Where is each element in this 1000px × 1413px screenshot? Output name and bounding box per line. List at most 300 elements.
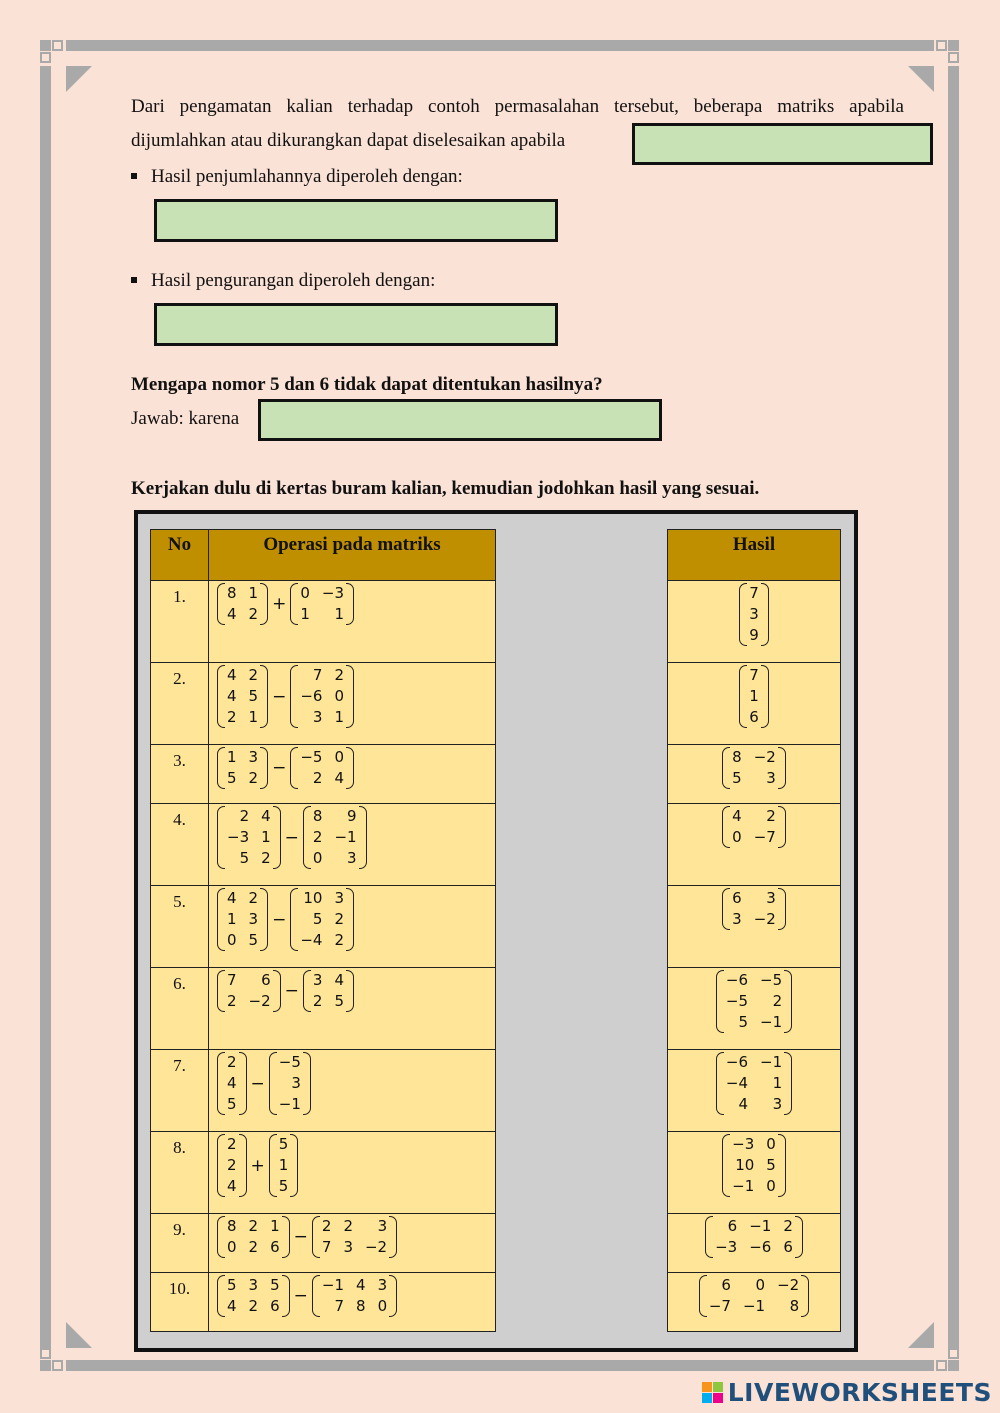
matrix-entry: 6 (270, 1297, 280, 1315)
matrix-entry: −3 (715, 1238, 738, 1256)
bracket-right (801, 1275, 809, 1317)
operation-row (151, 663, 496, 745)
operator: − (250, 1073, 265, 1094)
row-number: 10. (151, 1273, 209, 1332)
bracket-right (303, 1052, 311, 1115)
matrix (217, 747, 268, 789)
bullet-marker (131, 277, 137, 283)
bracket-right (282, 1216, 290, 1258)
bracket-left (290, 665, 298, 728)
instruction-text: Kerjakan dulu di kertas buram kalian, kemudian jodohkan hasil yang sesuai. (131, 478, 760, 499)
matrix-entry: 4 (227, 666, 237, 684)
operator: − (284, 981, 299, 1001)
bracket-left (290, 583, 298, 625)
matrix-entry: 2 (227, 1053, 237, 1071)
matrix-entry: −7 (753, 828, 776, 846)
matrix-entry: 10 (303, 889, 323, 907)
matrix-entry: 9 (749, 626, 759, 644)
intro-line-2: dijumlahkan atau dikurangkan dapat diselesaikan apabila (131, 130, 566, 151)
matrix-entry: 5 (239, 849, 250, 867)
matrix-entry: 2 (227, 1135, 237, 1153)
matrix (217, 1052, 247, 1115)
operation-cell[interactable] (209, 663, 496, 745)
matrix-entry: −1 (334, 828, 357, 846)
operation-cell[interactable] (209, 886, 496, 968)
matrix-entry: 3 (377, 1217, 388, 1235)
operation-row (151, 745, 496, 804)
matrix-entry: 2 (321, 1217, 332, 1235)
matrix-entry: −3 (321, 584, 345, 602)
bracket-right (346, 747, 354, 789)
matrix-entry: −1 (278, 1095, 301, 1113)
matrix-entry: 0 (227, 1238, 237, 1256)
result-cell[interactable] (668, 804, 841, 886)
matrix-entry: 4 (227, 889, 237, 907)
matrix (269, 1134, 299, 1197)
bracket-right (778, 888, 786, 930)
bracket-right (346, 583, 354, 625)
matrix-entry: −2 (753, 910, 776, 928)
bracket-left (722, 806, 730, 848)
bracket-left (217, 1216, 225, 1258)
matrix-entry: 2 (334, 910, 345, 928)
matrix-entry: −1 (742, 1297, 766, 1315)
result-cell[interactable] (668, 886, 841, 968)
bracket-left (739, 665, 747, 728)
operation-row (151, 581, 496, 663)
matrix-entry: 4 (356, 1276, 366, 1294)
bracket-right (778, 806, 786, 848)
result-row (668, 1273, 841, 1332)
matrix-entry: 2 (334, 931, 345, 949)
bracket-right (761, 583, 769, 646)
matrix (217, 806, 281, 869)
matrix-entry: 7 (334, 1297, 345, 1315)
operation-cell[interactable] (209, 581, 496, 663)
matrix-entry: 1 (334, 708, 345, 726)
matrix-entry: 6 (261, 971, 271, 989)
bracket-right (282, 1275, 290, 1317)
matrix-entry: −1 (321, 1276, 345, 1294)
triangle-ornament (908, 66, 934, 92)
matrix-entry: 2 (239, 807, 250, 825)
operator: − (272, 909, 287, 930)
matrix-entry: 2 (334, 666, 345, 684)
matrix-entry: −4 (725, 1074, 748, 1092)
matrix (716, 970, 792, 1033)
matrix-entry: 1 (772, 1074, 783, 1092)
bracket-left (699, 1275, 707, 1317)
bracket-left (290, 888, 298, 951)
result-row (668, 1214, 841, 1273)
matrix-entry: 5 (278, 1135, 289, 1153)
matrix-entry: 7 (749, 666, 759, 684)
matrix-entry: 9 (347, 807, 357, 825)
operation-cell[interactable] (209, 745, 496, 804)
matrix (217, 1134, 247, 1197)
bracket-right (290, 1134, 298, 1197)
matrix-entry: 1 (749, 687, 759, 705)
triangle-ornament (908, 1322, 934, 1348)
operator: − (272, 686, 287, 707)
matrix (217, 888, 268, 951)
bracket-left (303, 970, 311, 1012)
matrix-entry: 1 (300, 605, 310, 623)
matrix-entry: 5 (270, 1276, 280, 1294)
matrix-entry: 3 (343, 1238, 353, 1256)
matrix (217, 583, 268, 625)
matrix-entry: 6 (732, 889, 742, 907)
matrix-entry: 6 (721, 1276, 731, 1294)
matrix-entry: 0 (227, 931, 237, 949)
result-row (668, 1132, 841, 1214)
matrix-entry: 6 (270, 1238, 280, 1256)
matrix-entry: 2 (227, 1156, 237, 1174)
matrix-entry: 2 (248, 605, 259, 623)
matrix-entry: 2 (783, 1217, 793, 1235)
bracket-left (312, 1216, 320, 1258)
row-number: 1. (151, 581, 209, 663)
matrix-entry: 0 (766, 1135, 776, 1153)
matrix-entry: −2 (364, 1238, 388, 1256)
matrix-entry: 7 (749, 584, 759, 602)
bracket-right (784, 970, 792, 1033)
result-cell[interactable] (668, 1050, 841, 1132)
matrix-entry: 3 (347, 849, 357, 867)
operator: + (250, 1155, 265, 1176)
matrix-entry: 2 (312, 769, 323, 787)
matrix-entry: 8 (789, 1297, 800, 1315)
operator: − (272, 758, 287, 778)
operation-cell[interactable] (209, 1050, 496, 1132)
bracket-left (716, 1052, 724, 1115)
operation-row (151, 968, 496, 1050)
matrix-entry: 4 (227, 687, 237, 705)
matrix-entry: 3 (377, 1276, 388, 1294)
bullet-addition-text: Hasil penjumlahannya diperoleh dengan: (151, 166, 463, 187)
matrix-entry: 0 (732, 828, 742, 846)
row-number: 2. (151, 663, 209, 745)
matrix-entry: −6 (749, 1238, 772, 1256)
matrix-entry: 2 (261, 849, 271, 867)
matrix-entry: 0 (334, 748, 345, 766)
result-cell[interactable] (668, 745, 841, 804)
bracket-right (260, 665, 268, 728)
matrix-entry: −4 (300, 931, 323, 949)
bullet-subtraction (131, 270, 435, 292)
brand-logo-icon (702, 1382, 724, 1404)
matrix-entry: 2 (227, 708, 237, 726)
result-row (668, 886, 841, 968)
matrix-entry: 6 (749, 708, 759, 726)
matrix-entry: 7 (227, 971, 237, 989)
result-row (668, 804, 841, 886)
matrix (290, 888, 354, 951)
matrix-entry: −5 (278, 1053, 301, 1071)
matrix-entry: 3 (248, 748, 259, 766)
matrix (722, 806, 786, 848)
result-row (668, 745, 841, 804)
matrix (217, 665, 268, 728)
operation-cell[interactable] (209, 968, 496, 1050)
matrix-entry: 8 (227, 1217, 237, 1235)
bracket-right (273, 970, 281, 1012)
result-cell[interactable] (668, 1132, 841, 1214)
matrix (303, 806, 367, 869)
bracket-left (716, 970, 724, 1033)
triangle-ornament (66, 1322, 92, 1348)
matrix-entry: −1 (760, 1053, 783, 1071)
bracket-left (290, 747, 298, 789)
matrix-entry: 5 (278, 1177, 289, 1195)
matrix (739, 583, 769, 646)
bracket-left (722, 747, 730, 789)
result-cell[interactable] (668, 1273, 841, 1332)
operator: + (272, 594, 287, 614)
bracket-right (273, 806, 281, 869)
matrix-entry: −5 (725, 992, 748, 1010)
result-row (668, 968, 841, 1050)
bracket-left (217, 583, 225, 625)
row-number: 8. (151, 1132, 209, 1214)
matrix (269, 1052, 311, 1115)
matrix (312, 1275, 397, 1317)
matrix-entry: 0 (300, 584, 310, 602)
bracket-right (260, 888, 268, 951)
matrix-entry: 7 (321, 1238, 332, 1256)
bracket-left (303, 806, 311, 869)
matrix-entry: 5 (738, 1013, 748, 1031)
result-row (668, 1050, 841, 1132)
bracket-left (217, 970, 225, 1012)
matrix-entry: 1 (270, 1217, 280, 1235)
matrix (739, 665, 769, 728)
bracket-right (389, 1275, 397, 1317)
matrix (699, 1275, 809, 1317)
matrix-entry: 8 (227, 584, 237, 602)
bracket-left (705, 1216, 713, 1258)
matrix-entry: 2 (772, 992, 783, 1010)
row-number: 6. (151, 968, 209, 1050)
operation-row (151, 1273, 496, 1332)
matrix-entry: 5 (732, 769, 742, 787)
question-text: Mengapa nomor 5 dan 6 tidak dapat ditentukan hasilnya? (131, 374, 603, 395)
bracket-right (239, 1052, 247, 1115)
bracket-left (217, 1134, 225, 1197)
operation-row (151, 1050, 496, 1132)
operator: − (293, 1227, 308, 1247)
matrix-entry: 0 (312, 849, 323, 867)
answer-box-reason[interactable] (258, 399, 662, 441)
matrix-entry: 2 (248, 769, 259, 787)
matrix-entry: 4 (227, 605, 237, 623)
bracket-right (346, 888, 354, 951)
bracket-left (217, 1052, 225, 1115)
matrix-entry: 5 (227, 1276, 237, 1294)
matrix-entry: 3 (312, 708, 323, 726)
matrix-entry: 8 (356, 1297, 366, 1315)
bracket-left (739, 583, 747, 646)
answer-box-subtraction[interactable] (154, 303, 558, 346)
bracket-right (346, 970, 354, 1012)
intro-line-1: Dari pengamatan kalian terhadap contoh permasalahan tersebut, beberapa matriks apabila (131, 96, 904, 117)
answer-box-condition[interactable] (632, 123, 933, 165)
matrix-entry: 1 (261, 828, 271, 846)
brand-logo-text: LIVEWORKSHEETS (727, 1378, 992, 1407)
matrix-entry: 2 (343, 1217, 353, 1235)
matrix-entry: −7 (708, 1297, 731, 1315)
matrix-entry: 3 (312, 971, 323, 989)
matrix-entry: 4 (227, 1074, 237, 1092)
operation-cell[interactable] (209, 1132, 496, 1214)
result-cell[interactable] (668, 968, 841, 1050)
matrix (722, 888, 786, 930)
matrix-entry: 2 (766, 807, 776, 825)
matrix-entry: −2 (753, 748, 776, 766)
bracket-left (722, 888, 730, 930)
matrix-entry: 6 (727, 1217, 738, 1235)
matrix-entry: −3 (732, 1135, 755, 1153)
bracket-right (795, 1216, 803, 1258)
result-cell[interactable] (668, 581, 841, 663)
matrix (217, 970, 281, 1012)
matrix (303, 970, 354, 1012)
matrix (290, 583, 354, 625)
row-number: 4. (151, 804, 209, 886)
bullet-marker (131, 173, 137, 179)
matrix-entry: −5 (300, 748, 323, 766)
matrix (722, 747, 786, 789)
matrix-entry: 1 (278, 1156, 289, 1174)
result-row (668, 581, 841, 663)
bracket-left (217, 1275, 225, 1317)
matrix (217, 1216, 290, 1258)
matrix-entry: 3 (291, 1074, 301, 1092)
matrix-entry: 3 (749, 605, 759, 623)
matrix-entry: −2 (248, 992, 271, 1010)
bracket-left (722, 1134, 730, 1197)
matrix-entry: 2 (248, 1238, 259, 1256)
matrix (312, 1216, 397, 1258)
matrix-entry: 3 (248, 1276, 259, 1294)
operation-row (151, 804, 496, 886)
brand-logo (702, 1378, 992, 1407)
bracket-left (217, 665, 225, 728)
matrix-entry: 3 (766, 889, 776, 907)
matrix-entry: 5 (248, 687, 259, 705)
bracket-right (359, 806, 367, 869)
matrix-entry: 1 (227, 748, 237, 766)
matrix-entry: 2 (248, 1217, 259, 1235)
matrix-entry: −3 (227, 828, 250, 846)
matrix-entry: 0 (755, 1276, 766, 1294)
operation-row (151, 886, 496, 968)
matrix-entry: 6 (783, 1238, 793, 1256)
matrix-entry: −1 (760, 1013, 783, 1031)
operations-table (150, 529, 496, 1332)
result-row (668, 663, 841, 745)
matrix-entry: 5 (227, 1095, 237, 1113)
matrix (722, 1134, 786, 1197)
matrix-entry: 1 (227, 910, 237, 928)
triangle-ornament (66, 66, 92, 92)
matrix-entry: 1 (248, 708, 259, 726)
matrix-entry: 3 (334, 889, 345, 907)
matrix-entry: 2 (227, 992, 237, 1010)
answer-prefix: Jawab: karena (131, 408, 240, 429)
bracket-left (269, 1134, 277, 1197)
operation-cell[interactable] (209, 1273, 496, 1332)
bracket-right (346, 665, 354, 728)
matrix-entry: 5 (248, 931, 259, 949)
row-number: 7. (151, 1050, 209, 1132)
matrix (290, 665, 354, 728)
matrix-entry: 2 (312, 828, 323, 846)
bracket-right (778, 1134, 786, 1197)
matrix (716, 1052, 792, 1115)
matrix-entry: 5 (334, 992, 345, 1010)
bracket-right (260, 583, 268, 625)
matrix-entry: −6 (725, 1053, 748, 1071)
matrix (290, 747, 354, 789)
matrix-entry: −5 (760, 971, 783, 989)
matrix-entry: 0 (334, 687, 345, 705)
bracket-right (778, 747, 786, 789)
bracket-left (217, 747, 225, 789)
matrix-entry: −6 (725, 971, 748, 989)
results-table (667, 529, 841, 1332)
matrix-entry: 3 (248, 910, 259, 928)
result-cell[interactable] (668, 1214, 841, 1273)
matrix-entry: 7 (312, 666, 323, 684)
matrix-entry: 5 (227, 769, 237, 787)
matrix (217, 1275, 290, 1317)
matrix-entry: 10 (735, 1156, 755, 1174)
matrix-entry: 2 (312, 992, 323, 1010)
matrix-entry: 3 (732, 910, 742, 928)
operation-cell[interactable] (209, 804, 496, 886)
matrix-entry: 4 (227, 1297, 237, 1315)
matrix-entry: 2 (248, 666, 259, 684)
matrix-entry: 1 (248, 584, 259, 602)
matrix-entry: 3 (772, 1095, 783, 1113)
bracket-left (217, 806, 225, 869)
bracket-right (389, 1216, 397, 1258)
matrix-entry: −1 (749, 1217, 772, 1235)
result-cell[interactable] (668, 663, 841, 745)
bracket-right (784, 1052, 792, 1115)
bracket-left (217, 888, 225, 951)
matrix-entry: 8 (732, 748, 742, 766)
matrix-entry: 5 (766, 1156, 776, 1174)
matrix (705, 1216, 803, 1258)
header-no: No (151, 530, 209, 581)
matrix-entry: −1 (732, 1177, 755, 1195)
answer-box-addition[interactable] (154, 199, 558, 242)
row-number: 9. (151, 1214, 209, 1273)
bracket-right (761, 665, 769, 728)
matrix-entry: 4 (334, 769, 345, 787)
bracket-right (239, 1134, 247, 1197)
bullet-addition (131, 166, 463, 188)
matrix-entry: 4 (227, 1177, 237, 1195)
matrix-entry: 4 (334, 971, 345, 989)
bracket-left (269, 1052, 277, 1115)
operator: − (293, 1286, 308, 1306)
matrix-entry: 4 (738, 1095, 748, 1113)
row-number: 5. (151, 886, 209, 968)
operation-cell[interactable] (209, 1214, 496, 1273)
